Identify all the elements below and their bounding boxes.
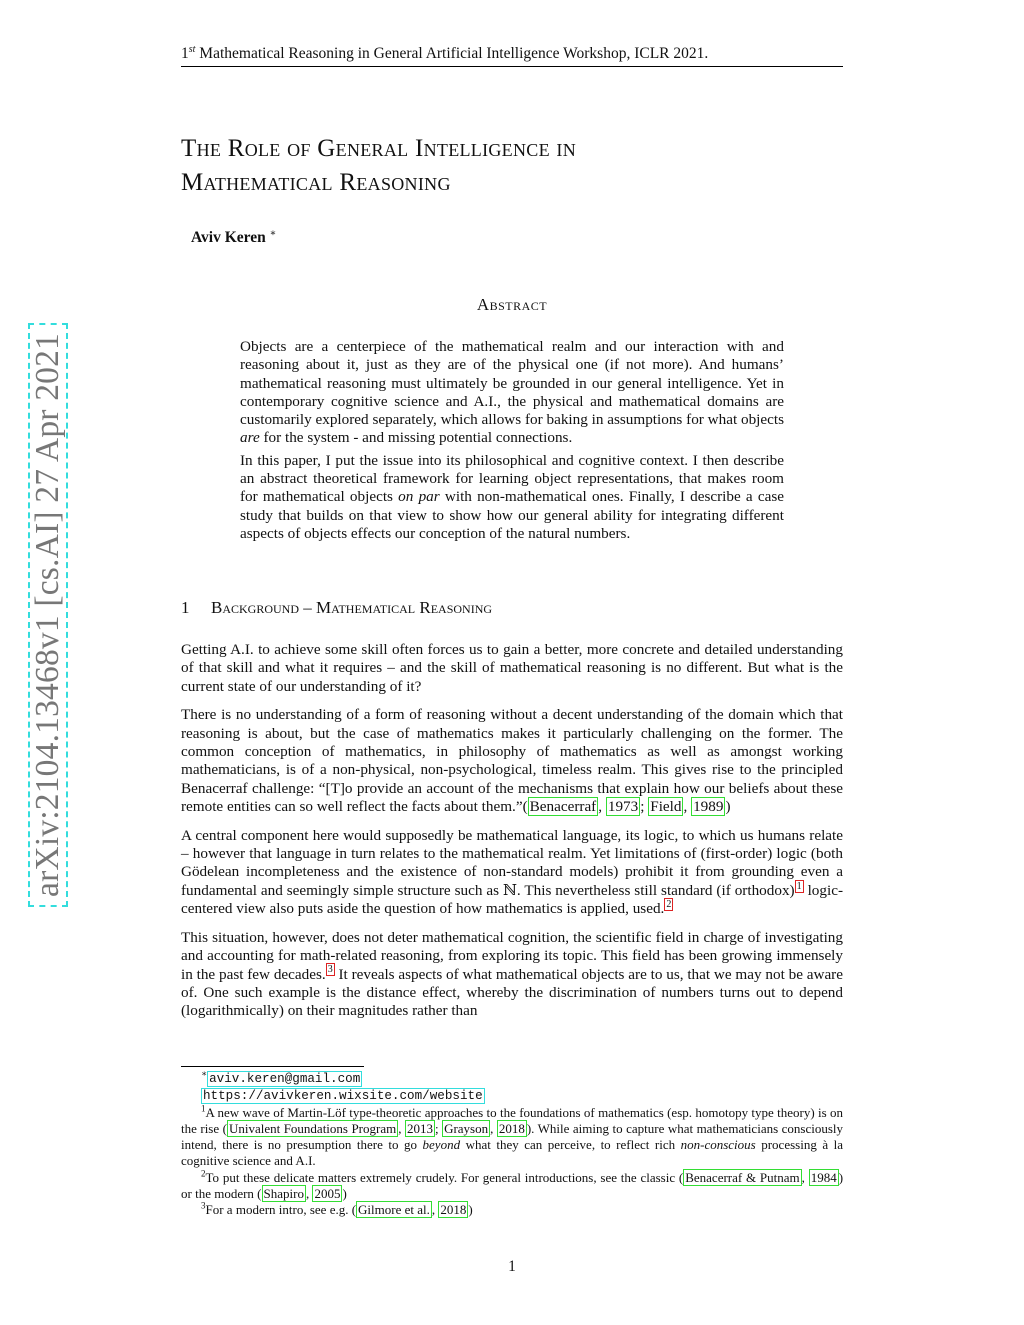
abstract-paragraph-2: In this paper, I put the issue into its philosophical and cognitive context. I then describe an abstract theoretical framework for learning object representations, that makes room for mathematical objects on par with non-mathematical ones. Finally, I describe a case study that builds on that view to show how our general ability for integrating different aspects of objects effects our conception of the natural numbers.	[240, 451, 785, 542]
citation-link[interactable]: 2013	[406, 1120, 433, 1136]
citation-link[interactable]: Benacerraf & Putnam	[685, 1169, 800, 1185]
arxiv-identifier[interactable]: arXiv:2104.13468v1 [cs.AI] 27 Apr 2021	[30, 325, 66, 905]
title-line-1: The Role of General Intelligence in	[181, 135, 577, 162]
running-header: 1st Mathematical Reasoning in General Artificial Intelligence Workshop, ICLR 2021.	[181, 44, 843, 67]
citation-link[interactable]: 2018	[498, 1120, 525, 1136]
author-footnote-mark: ∗	[269, 228, 277, 239]
footnote-1: $^1$A new wave of Martin-Löf type-theoretic approaches to the foundations of mathematics (esp. homotopy type theory) is on the rise ( Univalent Foundations Program , 2013 ; Grayson , 2018 ). While aiming to capture what mathematicians consciously intend, there is no presumption there to go beyond what they can perceive, to reflect rich non-conscious processing à la cognitive science and A.I.	[181, 1103, 844, 1169]
paper-title	[181, 132, 843, 200]
section-heading	[181, 598, 492, 618]
citation-link[interactable]: 1989	[693, 798, 724, 816]
body-paragraph-4: This situation, however, does not deter mathematical cognition, the scientific field in charge of investigating and accounting for math-related reasoning, from exploring its topic. This field has been growing immensely in the past few decades. $^3$ It reveals aspects of what mathematical objects are to us, that we may not be aware of. One such example is the distance effect, whereby the discrimination of numbers turns out to depend (logarithmically) on their magnitudes rather than	[181, 928, 843, 1020]
body-paragraph-3: A central component here would supposedly be mathematical language, its logic, to which us humans relate – however that language in turn relates to the mathematical realm. Yet limitations of (first-order) logic (both Gödelean incompleteness and the existence of non-standard models) prohibit it from grounding even a fundamental and seemingly simple structure such as ℕ. This nevertheless still standard (if orthodox) $^1$ logic-centered view also puts aside the question of how mathematics is applied, used. $^2$	[181, 826, 843, 918]
website-link[interactable]: https://avivkeren.wixsite.com/website	[203, 1089, 483, 1104]
citation-link[interactable]: Shapiro	[263, 1186, 304, 1202]
citation-link[interactable]: Grayson	[444, 1120, 489, 1136]
title-line-2: Mathematical Reasoning	[181, 169, 451, 196]
body-paragraph-1: Getting A.I. to achieve some skill often forces us to gain a better, more concrete and detailed understanding of that skill and what it requires – and the skill of mathematical reasoning is no different. But what is the current state of our understanding of it?	[181, 641, 843, 695]
body-paragraph-2: There is no understanding of a form of reasoning without a decent understanding of the domain which that reasoning is about, but the case of mathematics makes it particularly challenging on the former. The common conception of mathematics, in philosophy of mathematics as well as amongst working mathematicians, is of a non-physical, non-psychological, timeless realm. This gives rise to the principled Benacerraf challenge: “[T]o provide an account of the mechanisms that explain how our beliefs about these remote entities can so well reflect the facts about them.”( Benacerraf , 1973 ; Field , 1989 )	[181, 706, 843, 816]
arxiv-stamp[interactable]	[30, 325, 66, 905]
footnote-link[interactable]: 2	[666, 899, 672, 911]
footnote-link[interactable]: 1	[796, 880, 802, 892]
citation-link[interactable]: 2018	[440, 1202, 467, 1218]
author-name: Aviv Keren	[191, 229, 266, 247]
citation-link[interactable]: Field	[650, 798, 682, 816]
footnote-2: $^2$To put these delicate matters extremely crudely. For general introductions, see the classic ( Benacerraf & Putnam , 1984 ) or the modern ( Shapiro , 2005 )	[181, 1168, 844, 1202]
footnote-3: $^3$For a modern intro, see e.g. ( Gilmore et al. , 2018 )	[201, 1201, 473, 1218]
abstract-paragraph-1: Objects are a centerpiece of the mathematical realm and our interaction with and reasoning about it, just as they are of the physical one (if not more). And humans’ mathematical reasoning must ultimately be grounded in our general intelligence. Yet in contemporary cognitive science and A.I., the physical and mathematical domains are customarily explored separately, which allows for baking in assumptions for what objects are for the system - and missing potential connections.	[240, 338, 784, 447]
citation-link[interactable]: 1973	[607, 798, 639, 816]
citation-link[interactable]: 1984	[810, 1169, 837, 1185]
footnotes	[181, 1070, 843, 1219]
abstract	[240, 338, 784, 547]
body-text	[181, 641, 843, 1031]
footnote-divider	[181, 1066, 364, 1067]
citation-link[interactable]: 2005	[314, 1186, 341, 1202]
author	[191, 228, 276, 247]
footnote-email: ∗ aviv.keren@gmail.com	[201, 1068, 361, 1086]
footnote-link[interactable]: 3	[327, 964, 333, 976]
section-number: 1	[181, 598, 190, 617]
page-number: 1	[508, 1258, 516, 1275]
abstract-heading: Abstract	[476, 295, 548, 314]
email-link[interactable]: aviv.keren@gmail.com	[209, 1072, 361, 1086]
footnote-website	[181, 1087, 843, 1104]
citation-link[interactable]: Benacerraf	[529, 798, 597, 816]
section-title: Background – Mathematical Reasoning	[211, 598, 493, 617]
citation-link[interactable]: Univalent Foundations Program	[228, 1120, 397, 1136]
citation-link[interactable]: Gilmore et al.	[358, 1202, 430, 1218]
